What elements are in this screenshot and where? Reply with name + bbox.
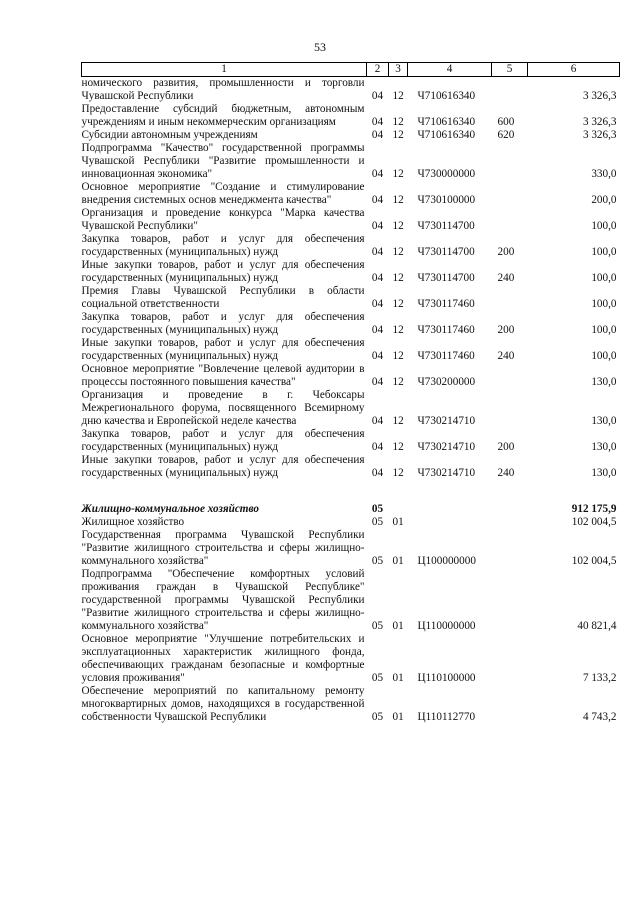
subsection-code: 01: [392, 555, 404, 567]
target-article-code: Ц110112770: [417, 711, 476, 723]
row-description: Иные закупки товаров, работ и услуг для обеспечения государственных (муниципальных) нужд: [81, 337, 365, 362]
section-code: 05: [371, 711, 384, 723]
row-description: Подпрограмма "Обеспечение комфортных условий проживания граждан в Чувашской Республике" государственной программы Чувашской Республики "Развитие жилищного строительства и сферы жилищно-коммунального хозяйства": [81, 568, 365, 632]
target-article-code: Ч730117460: [417, 298, 475, 310]
expense-type-code: [492, 207, 528, 233]
expense-type-code: [492, 389, 528, 428]
table-row: [82, 142, 620, 181]
subsection-code: 12: [392, 376, 404, 388]
subsection-code: 01: [392, 620, 404, 632]
section-code: 04: [371, 90, 384, 102]
target-article-code: Ч730114700: [417, 272, 475, 284]
section-code: 04: [371, 441, 384, 453]
table-row: [82, 129, 620, 142]
section-code: 04: [371, 298, 384, 310]
table-row: [82, 428, 620, 454]
row-description: Закупка товаров, работ и услуг для обеспечения государственных (муниципальных) нужд: [81, 428, 365, 453]
target-article-code: Ц110000000: [417, 620, 476, 632]
header-cell: 2: [367, 63, 389, 77]
table-row: [82, 503, 620, 516]
amount: 100,0: [591, 324, 617, 336]
amount: 3 326,3: [582, 129, 617, 141]
header-cell: 5: [492, 63, 528, 77]
amount: 100,0: [591, 220, 617, 232]
table-header: [82, 63, 620, 77]
expense-type-code: 200: [497, 324, 515, 336]
table-row: [82, 259, 620, 285]
row-description: Закупка товаров, работ и услуг для обеспечения государственных (муниципальных) нужд: [81, 311, 365, 336]
target-article-code: Ч730214710: [417, 415, 476, 427]
expense-type-code: [492, 181, 528, 207]
table-row: [82, 311, 620, 337]
expense-type-code: [492, 142, 528, 181]
expense-type-code: [492, 503, 528, 516]
amount: 130,0: [591, 376, 617, 388]
section-code: 04: [371, 220, 384, 232]
row-description: Иные закупки товаров, работ и услуг для обеспечения государственных (муниципальных) нужд: [81, 259, 365, 284]
subsection-code: 12: [392, 350, 404, 362]
header-cell: 4: [408, 63, 492, 77]
section-code: 05: [371, 503, 384, 515]
expense-type-code: [492, 285, 528, 311]
row-description: Основное мероприятие "Создание и стимулирование внедрения системных основ менеджмента качества": [81, 181, 365, 206]
subsection-code: 01: [392, 711, 404, 723]
row-description: Жилищно-коммунальное хозяйство: [81, 503, 259, 515]
expense-type-code: [492, 529, 528, 568]
expense-type-code: [492, 77, 528, 104]
section-code: 05: [371, 672, 384, 684]
table-row: [82, 363, 620, 389]
section-code: 04: [371, 116, 384, 128]
table-row: [82, 568, 620, 633]
subsection-code: 12: [392, 272, 404, 284]
table-row: [82, 685, 620, 724]
amount: 102 004,5: [571, 555, 617, 567]
subsection-code: 12: [392, 324, 404, 336]
expense-type-code: 240: [497, 272, 515, 284]
section-code: 04: [371, 246, 384, 258]
target-article-code: Ч730117460: [417, 324, 475, 336]
section-code: 04: [371, 324, 384, 336]
amount: 200,0: [591, 194, 617, 206]
target-article-code: Ц100000000: [417, 555, 476, 567]
expense-type-code: 620: [497, 129, 515, 141]
target-article-code: Ч730214710: [417, 467, 476, 479]
amount: 912 175,9: [571, 503, 617, 515]
target-article-code: Ч710616340: [417, 116, 476, 128]
row-description: Основное мероприятие "Улучшение потребительских и эксплуатационных характеристик жилищного фонда, обеспечивающих гражданам безопасные и комфортные условия проживания": [81, 633, 365, 684]
table-body: [82, 77, 620, 725]
table-row: [82, 233, 620, 259]
header-row: [82, 63, 620, 77]
subsection-code: 12: [392, 90, 404, 102]
target-article-code: [408, 516, 492, 529]
row-description: Премия Главы Чувашской Республики в области социальной ответственности: [81, 285, 365, 310]
target-article-code: Ц110100000: [417, 672, 476, 684]
section-code: 04: [371, 350, 384, 362]
expense-type-code: [492, 685, 528, 724]
row-description: Государственная программа Чувашской Республики "Развитие жилищного строительства и сферы жилищно-коммунального хозяйства": [81, 529, 365, 567]
section-code: 04: [371, 272, 384, 284]
header-cell: 3: [389, 63, 408, 77]
row-description: Организация и проведение в г. Чебоксары Межрегионального форума, посвященного Всемирному дню качества и Европейской неделе качества: [81, 389, 365, 427]
amount: 3 326,3: [582, 90, 617, 102]
amount: 4 743,2: [582, 711, 617, 723]
target-article-code: [408, 503, 492, 516]
amount: 100,0: [591, 298, 617, 310]
table-row: [82, 337, 620, 363]
subsection-code: 12: [392, 441, 404, 453]
expense-type-code: [492, 516, 528, 529]
amount: 130,0: [591, 415, 617, 427]
section-code: 05: [371, 620, 384, 632]
subsection-code: 01: [392, 672, 404, 684]
row-description: Организация и проведение конкурса "Марка качества Чувашской Республики": [81, 207, 365, 232]
subsection-code: [389, 503, 408, 516]
table-row: [82, 181, 620, 207]
subsection-code: 12: [392, 246, 404, 258]
row-description: Основное мероприятие "Вовлечение целевой аудитории в процессы постоянного повышения качества": [81, 363, 365, 388]
amount: 102 004,5: [571, 516, 617, 528]
amount: 100,0: [591, 246, 617, 258]
table-row: [82, 103, 620, 129]
row-description: Иные закупки товаров, работ и услуг для обеспечения государственных (муниципальных) нужд: [81, 454, 365, 479]
expense-type-code: 240: [497, 350, 515, 362]
row-description: Субсидии автономным учреждениям: [81, 129, 258, 141]
target-article-code: Ч710616340: [417, 129, 476, 141]
subsection-code: 12: [392, 298, 404, 310]
target-article-code: Ч730200000: [417, 376, 476, 388]
section-code: 04: [371, 467, 384, 479]
section-code: 05: [371, 555, 384, 567]
target-article-code: Ч730100000: [417, 194, 476, 206]
expense-type-code: [492, 568, 528, 633]
header-cell: 1: [82, 63, 367, 77]
expense-type-code: 200: [497, 441, 515, 453]
amount: 40 821,4: [577, 620, 617, 632]
row-description: Предоставление субсидий бюджетным, автономным учреждениям и иным некоммерческим организациям: [81, 103, 365, 128]
subsection-code: 12: [392, 168, 404, 180]
spacer-row: [82, 480, 620, 503]
subsection-code: 12: [392, 415, 404, 427]
expense-type-code: 240: [497, 467, 515, 479]
table-row: [82, 454, 620, 480]
table-row: [82, 529, 620, 568]
table-row: [82, 389, 620, 428]
subsection-code: 12: [392, 194, 404, 206]
amount: 7 133,2: [582, 672, 617, 684]
section-code: 05: [371, 516, 384, 528]
table-row: [82, 77, 620, 104]
section-code: 04: [371, 194, 384, 206]
table-row: [82, 516, 620, 529]
section-code: 04: [371, 415, 384, 427]
row-description: Подпрограмма "Качество" государственной программы Чувашской Республики "Развитие промышленности и инновационная экономика": [81, 142, 365, 180]
expense-type-code: 200: [497, 246, 515, 258]
section-code: 04: [371, 168, 384, 180]
row-description: номического развития, промышленности и торговли Чувашской Республики: [81, 77, 365, 102]
budget-table: [81, 62, 620, 724]
section-code: 04: [371, 376, 384, 388]
subsection-code: 12: [392, 116, 404, 128]
subsection-code: 12: [392, 220, 404, 232]
page-number: 53: [314, 40, 326, 54]
subsection-code: 01: [392, 516, 404, 528]
target-article-code: Ч730000000: [417, 168, 476, 180]
amount: 100,0: [591, 272, 617, 284]
target-article-code: Ч730117460: [417, 350, 475, 362]
row-description: Обеспечение мероприятий по капитальному ремонту многоквартирных домов, находящихся в государственной собственности Чувашской Республики: [81, 685, 365, 723]
amount: 130,0: [591, 441, 617, 453]
amount: 130,0: [591, 467, 617, 479]
expense-type-code: 600: [497, 116, 515, 128]
subsection-code: 12: [392, 129, 404, 141]
section-code: 04: [371, 129, 384, 141]
expense-type-code: [492, 363, 528, 389]
header-cell: 6: [528, 63, 620, 77]
table-row: [82, 633, 620, 685]
subsection-code: 12: [392, 467, 404, 479]
target-article-code: Ч710616340: [417, 90, 476, 102]
row-description: Закупка товаров, работ и услуг для обеспечения государственных (муниципальных) нужд: [81, 233, 365, 258]
target-article-code: Ч730214710: [417, 441, 476, 453]
amount: 330,0: [591, 168, 617, 180]
target-article-code: Ч730114700: [417, 246, 475, 258]
amount: 100,0: [591, 350, 617, 362]
amount: 3 326,3: [582, 116, 617, 128]
table-row: [82, 207, 620, 233]
row-description: Жилищное хозяйство: [81, 516, 185, 528]
target-article-code: Ч730114700: [417, 220, 475, 232]
table-row: [82, 285, 620, 311]
expense-type-code: [492, 633, 528, 685]
